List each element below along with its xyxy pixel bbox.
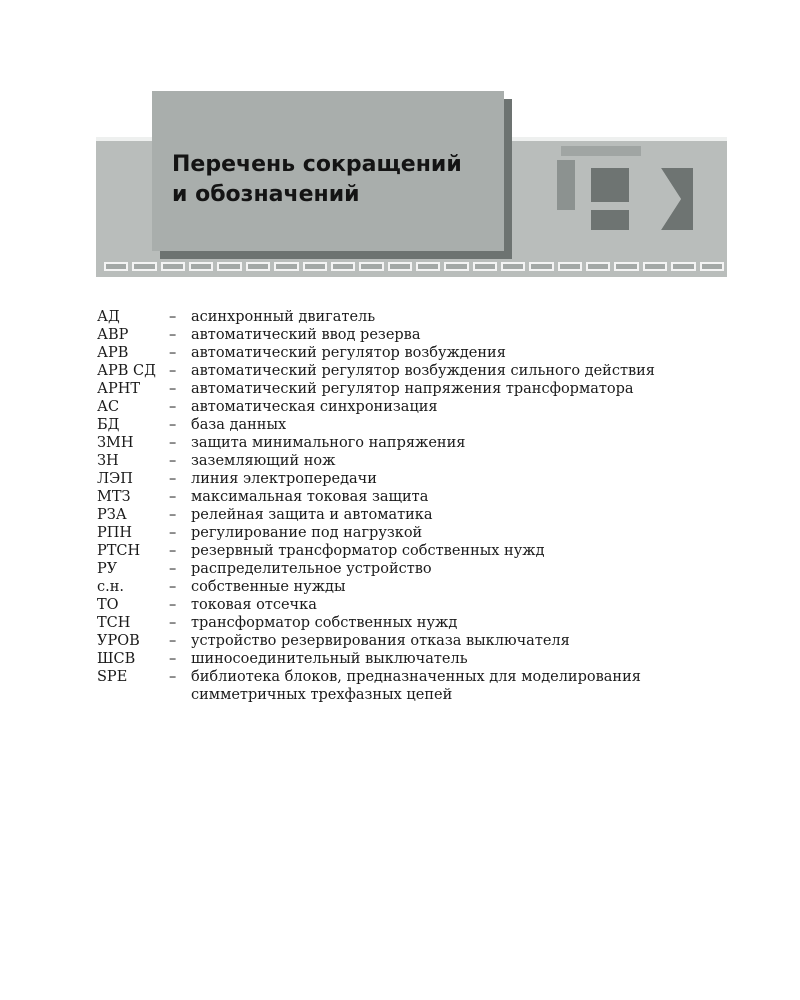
- abbreviation-row: [97, 326, 737, 344]
- banner-dash: [700, 262, 724, 271]
- abbreviation-term: ЗН: [97, 453, 119, 469]
- abbreviation-term: АРНТ: [97, 381, 141, 397]
- banner-dash: [303, 262, 327, 271]
- banner-dash: [388, 262, 412, 271]
- abbreviation-term: РЗА: [97, 507, 127, 523]
- abbreviation-term: ШСВ: [97, 651, 136, 667]
- abbreviation-definition: резервный трансформатор собственных нужд: [191, 543, 545, 559]
- abbreviation-definition: база данных: [191, 417, 287, 433]
- abbreviation-term: с.н.: [97, 579, 125, 595]
- abbreviation-definition: автоматическая синхронизация: [191, 399, 438, 415]
- deco-block-left: [557, 160, 575, 210]
- banner-dash: [274, 262, 298, 271]
- abbreviation-term: РТСН: [97, 543, 141, 559]
- banner-dash: [359, 262, 383, 271]
- abbreviation-row: [97, 308, 737, 326]
- abbreviation-row: [97, 524, 737, 542]
- abbreviation-definition: автоматический ввод резерва: [191, 327, 421, 343]
- decorative-blocks-graphic: [555, 146, 695, 236]
- banner-dash: [671, 262, 695, 271]
- abbreviation-separator: –: [169, 345, 177, 361]
- abbreviation-separator: –: [169, 309, 177, 325]
- banner-dash: [529, 262, 553, 271]
- abbreviation-definition: библиотека блоков, предназначенных для моделирования симметричных трехфазных цепей: [191, 669, 641, 703]
- abbreviation-row: [97, 488, 737, 506]
- abbreviation-separator: –: [169, 561, 177, 577]
- abbreviation-row: [97, 542, 737, 560]
- banner-dash: [416, 262, 440, 271]
- abbreviation-separator: –: [169, 489, 177, 505]
- abbreviation-definition: защита минимального напряжения: [191, 435, 466, 451]
- banner-dash: [104, 262, 128, 271]
- abbreviation-term: АВР: [97, 327, 129, 343]
- banner-dash: [217, 262, 241, 271]
- page-title-line-1: Перечень сокращений: [172, 152, 462, 177]
- abbreviation-separator: –: [169, 543, 177, 559]
- abbreviation-row: [97, 596, 737, 614]
- abbreviation-definition: релейная защита и автоматика: [191, 507, 433, 523]
- abbreviation-definition: заземляющий нож: [191, 453, 336, 469]
- page-title-line-2: и обозначений: [172, 182, 360, 207]
- banner-dash: [473, 262, 497, 271]
- abbreviation-separator: –: [169, 651, 177, 667]
- abbreviation-separator: –: [169, 633, 177, 649]
- deco-block-mid: [591, 168, 629, 202]
- abbreviation-definition: асинхронный двигатель: [191, 309, 376, 325]
- abbreviation-term: БД: [97, 417, 120, 433]
- abbreviation-separator: –: [169, 327, 177, 343]
- abbreviation-term: МТЗ: [97, 489, 131, 505]
- abbreviation-row: [97, 452, 737, 470]
- abbreviation-definition: распределительное устройство: [191, 561, 432, 577]
- abbreviation-term: SPE: [97, 669, 128, 685]
- banner-dash: [246, 262, 270, 271]
- abbreviation-term: ТСН: [97, 615, 131, 631]
- abbreviation-row: [97, 344, 737, 362]
- abbreviation-term: РПН: [97, 525, 133, 541]
- abbreviation-row: [97, 614, 737, 632]
- abbreviation-term: ЛЭП: [97, 471, 133, 487]
- abbreviation-row: [97, 434, 737, 452]
- banner-dash: [501, 262, 525, 271]
- banner-dash-strip: [104, 262, 724, 272]
- abbreviation-list: [97, 308, 737, 704]
- abbreviation-term: АС: [97, 399, 120, 415]
- banner-dash: [189, 262, 213, 271]
- abbreviation-definition: устройство резервирования отказа выключателя: [191, 633, 570, 649]
- abbreviation-row: [97, 470, 737, 488]
- banner-dash: [643, 262, 667, 271]
- abbreviation-separator: –: [169, 363, 177, 379]
- abbreviation-definition: токовая отсечка: [191, 597, 317, 613]
- abbreviation-separator: –: [169, 381, 177, 397]
- abbreviation-row: [97, 650, 737, 668]
- abbreviation-definition: трансформатор собственных нужд: [191, 615, 458, 631]
- abbreviation-row: [97, 362, 737, 380]
- abbreviation-definition: автоматический регулятор возбуждения сильного действия: [191, 363, 655, 379]
- abbreviation-term: АРВ СД: [97, 363, 156, 379]
- banner-dash: [161, 262, 185, 271]
- abbreviation-row: [97, 578, 737, 596]
- deco-block-bottom: [591, 210, 629, 230]
- abbreviation-separator: –: [169, 669, 177, 685]
- abbreviation-definition: автоматический регулятор напряжения трансформатора: [191, 381, 634, 397]
- abbreviation-separator: –: [169, 597, 177, 613]
- abbreviation-separator: –: [169, 435, 177, 451]
- abbreviation-row: [97, 398, 737, 416]
- abbreviation-term: АРВ: [97, 345, 129, 361]
- banner-dash: [132, 262, 156, 271]
- abbreviation-separator: –: [169, 507, 177, 523]
- abbreviation-definition: собственные нужды: [191, 579, 346, 595]
- banner-dash: [444, 262, 468, 271]
- banner-dash: [586, 262, 610, 271]
- abbreviation-definition: линия электропередачи: [191, 471, 377, 487]
- banner-dash: [614, 262, 638, 271]
- abbreviation-row: [97, 416, 737, 434]
- abbreviation-row: [97, 380, 737, 398]
- banner-dash: [331, 262, 355, 271]
- abbreviation-separator: –: [169, 471, 177, 487]
- deco-block-top: [561, 146, 641, 156]
- abbreviation-term: ТО: [97, 597, 119, 613]
- abbreviation-definition: максимальная токовая защита: [191, 489, 429, 505]
- banner-dash: [558, 262, 582, 271]
- abbreviation-row: [97, 560, 737, 578]
- abbreviation-term: РУ: [97, 561, 118, 577]
- abbreviation-row: [97, 668, 737, 704]
- abbreviation-separator: –: [169, 417, 177, 433]
- abbreviation-term: АД: [97, 309, 120, 325]
- abbreviation-term: ЗМН: [97, 435, 134, 451]
- abbreviation-separator: –: [169, 399, 177, 415]
- abbreviation-definition: автоматический регулятор возбуждения: [191, 345, 506, 361]
- abbreviation-definition: регулирование под нагрузкой: [191, 525, 423, 541]
- abbreviation-separator: –: [169, 615, 177, 631]
- abbreviation-separator: –: [169, 525, 177, 541]
- abbreviation-row: [97, 632, 737, 650]
- page-title: [172, 150, 462, 210]
- abbreviation-separator: –: [169, 453, 177, 469]
- abbreviation-row: [97, 506, 737, 524]
- abbreviation-term: УРОВ: [97, 633, 140, 649]
- abbreviation-separator: –: [169, 579, 177, 595]
- abbreviation-definition: шиносоединительный выключатель: [191, 651, 468, 667]
